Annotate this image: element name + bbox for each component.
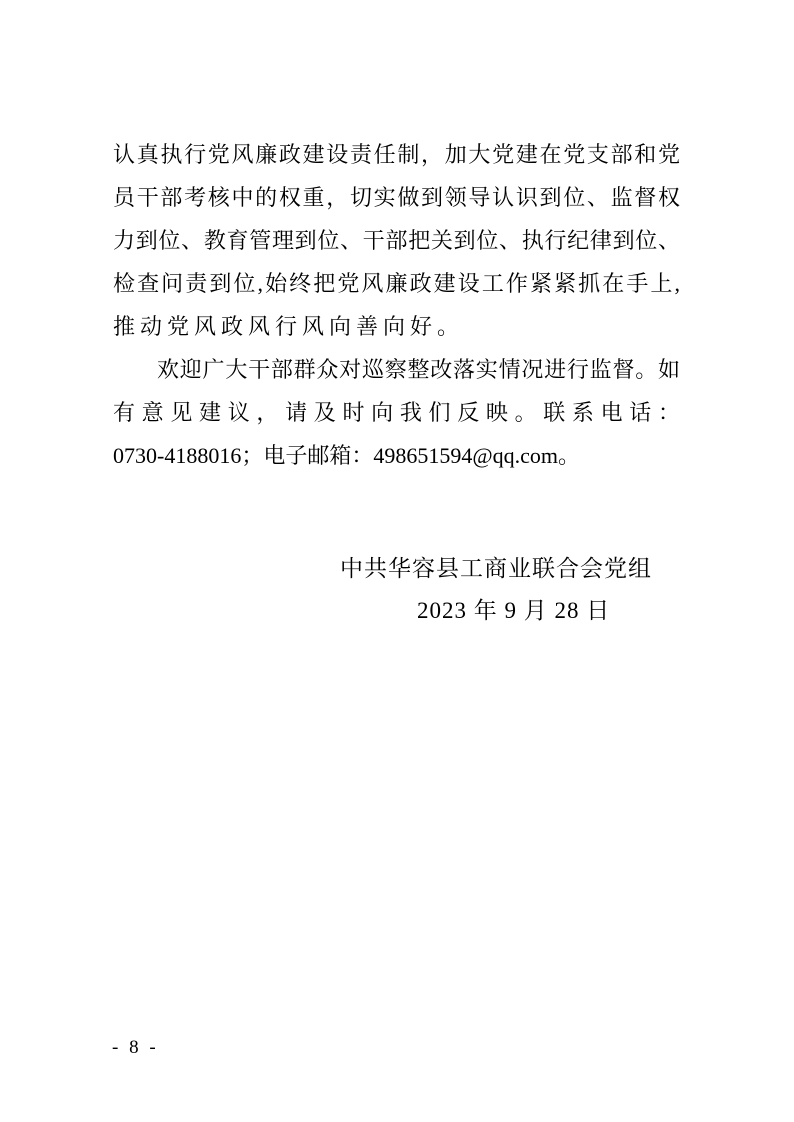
body-line-5: 推动党风政风行风向善向好。 xyxy=(113,314,465,339)
body-line-4: 检查问责到位,始终把党风廉政建设工作紧紧抓在手上, xyxy=(113,271,680,296)
body-line-1: 认真执行党风廉政建设责任制，加大党建在党支部和党 xyxy=(113,142,680,167)
page-number: - 8 - xyxy=(112,1037,159,1058)
body-line-7: 有意见建议，请及时向我们反映。联系电话： xyxy=(113,400,680,425)
body-line-6-paragraph-start: 欢迎广大干部群众对巡察整改落实情况进行监督。如 xyxy=(157,357,680,382)
signature-organization: 中共华容县工商业联合会党组 xyxy=(340,556,652,581)
signature-date: 2023 年 9 月 28 日 xyxy=(417,598,611,623)
body-line-2: 员干部考核中的权重，切实做到领导认识到位、监督权 xyxy=(113,185,680,210)
body-line-3: 力到位、教育管理到位、干部把关到位、执行纪律到位、 xyxy=(113,228,680,253)
body-line-8-contact-info: 0730-4188016；电子邮箱：498651594@qq.com。 xyxy=(113,443,580,468)
document-body xyxy=(113,133,680,477)
